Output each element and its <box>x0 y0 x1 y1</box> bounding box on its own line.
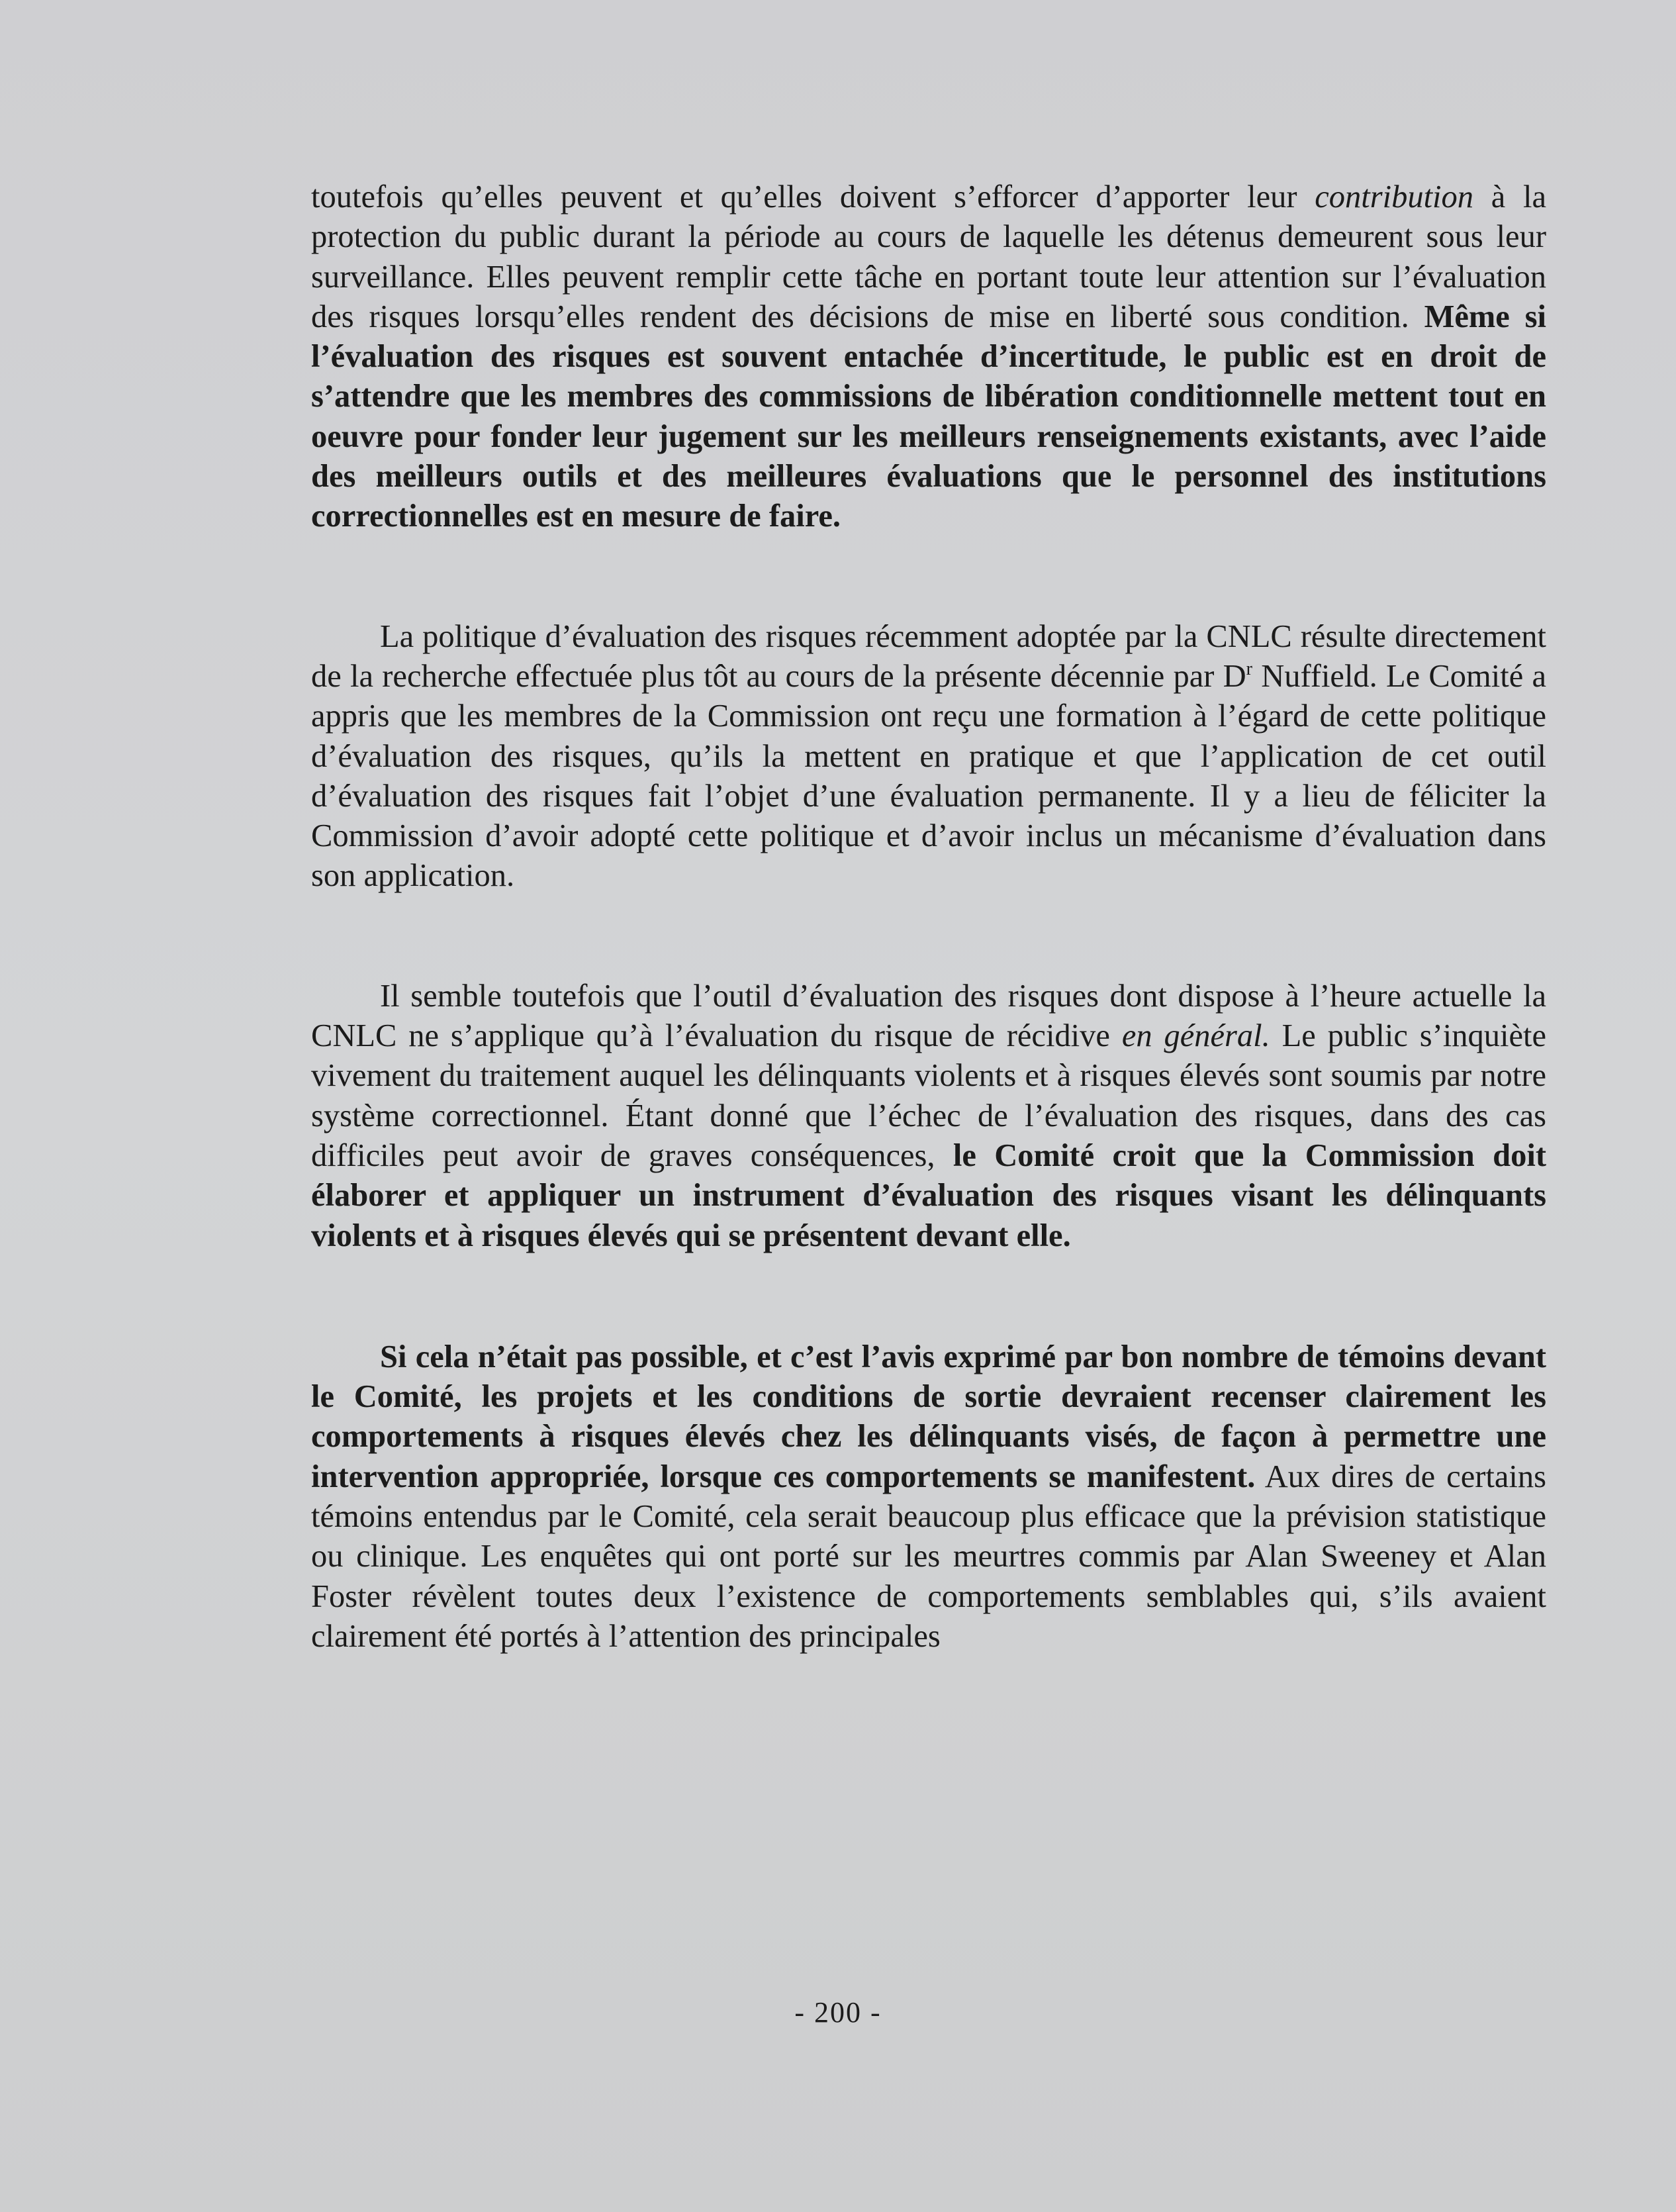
p3-text-1: Il semble toutefois que l’outil d’évaluation des risques dont dispose à l’heure actuelle la CNLC ne s’applique qu’à l’évaluation du risque de récidive <box>311 978 1546 1054</box>
page-number: - 200 - <box>794 1996 882 2029</box>
p3-italic-en-general: en général. <box>1121 1018 1270 1054</box>
p1-bold-recommendation: Même si l’évaluation des risques est souvent entachée d’incertitude, le public est en droit de s’attendre que les membres des commissions de libération conditionnelle mettent tout en oeuvre pour fonder leur jugement sur les meilleurs renseignements existants, avec l’aide des meilleurs outils et des meilleures évaluations que le personnel des institutions correctionnelles est en mesure de faire. <box>311 299 1546 534</box>
p2-text-1: La politique d’évaluation des risques récemment adoptée par la CNLC résulte directement de la recherche effectuée plus tôt au cours de la présente décennie par D <box>311 618 1546 694</box>
p2-superscript: r <box>1246 658 1252 679</box>
paragraph-4 <box>311 1337 1546 1657</box>
paragraph-spacer <box>311 896 1546 977</box>
paragraph-3 <box>311 977 1546 1256</box>
page-body <box>311 177 1546 1657</box>
paragraph-spacer <box>311 537 1546 617</box>
p3-text-2: Le public s’inquiète vivement du traitement auquel les délinquants violents et à risques élevés sont soumis par notre système correctionnel. Étant donné que l’échec de l’évaluation des risques, dans des cas difficiles peut avoir de graves conséquences, <box>311 1018 1546 1173</box>
p4-text-1: Aux dires de certains témoins entendus par le Comité, cela serait beaucoup plus efficace que la prévision statistique ou clinique. Les enquêtes qui ont porté sur les meurtres commis par Alan Sweeney et Alan Foster révèlent toutes deux l’existence de comportements semblables qui, s’ils avaient clairement été portés à l’attention des principales <box>311 1459 1546 1654</box>
paragraph-spacer <box>311 1256 1546 1337</box>
paragraph-1 <box>311 177 1546 537</box>
p3-bold-recommendation: le Comité croit que la Commission doit élaborer et appliquer un instrument d’évaluation des risques visant les délinquants violents et à risques élevés qui se présentent devant elle. <box>311 1137 1546 1253</box>
p1-text-2: à la protection du public durant la période au cours de laquelle les détenus demeurent sous leur surveillance. Elles peuvent remplir cette tâche en portant toute leur attention sur l’évaluation des risques lorsqu’elles rendent des décisions de mise en liberté sous condition. <box>311 179 1546 334</box>
p1-text-1: toutefois qu’elles peuvent et qu’elles doivent s’efforcer d’apporter leur <box>311 179 1315 215</box>
p2-text-2: Nuffield. Le Comité a appris que les membres de la Commission ont reçu une formation à l’égard de cette politique d’évaluation des risques, qu’ils la mettent en pratique et que l’application de cet outil d’évaluation des risques fait l’objet d’une évaluation permanente. Il y a lieu de féliciter la Commission d’avoir adopté cette politique et d’avoir inclus un mécanisme d’évaluation dans son application. <box>311 658 1547 894</box>
p4-bold-recommendation: Si cela n’était pas possible, et c’est l’avis exprimé par bon nombre de témoins devant le Comité, les projets et les conditions de sortie devraient recenser clairement les comportements à risques élevés chez les délinquants visés, de façon à permettre une intervention appropriée, lorsque ces comportements se manifestent. <box>311 1339 1546 1494</box>
p1-italic-contribution: contribution <box>1315 179 1474 215</box>
paragraph-2 <box>311 617 1546 896</box>
